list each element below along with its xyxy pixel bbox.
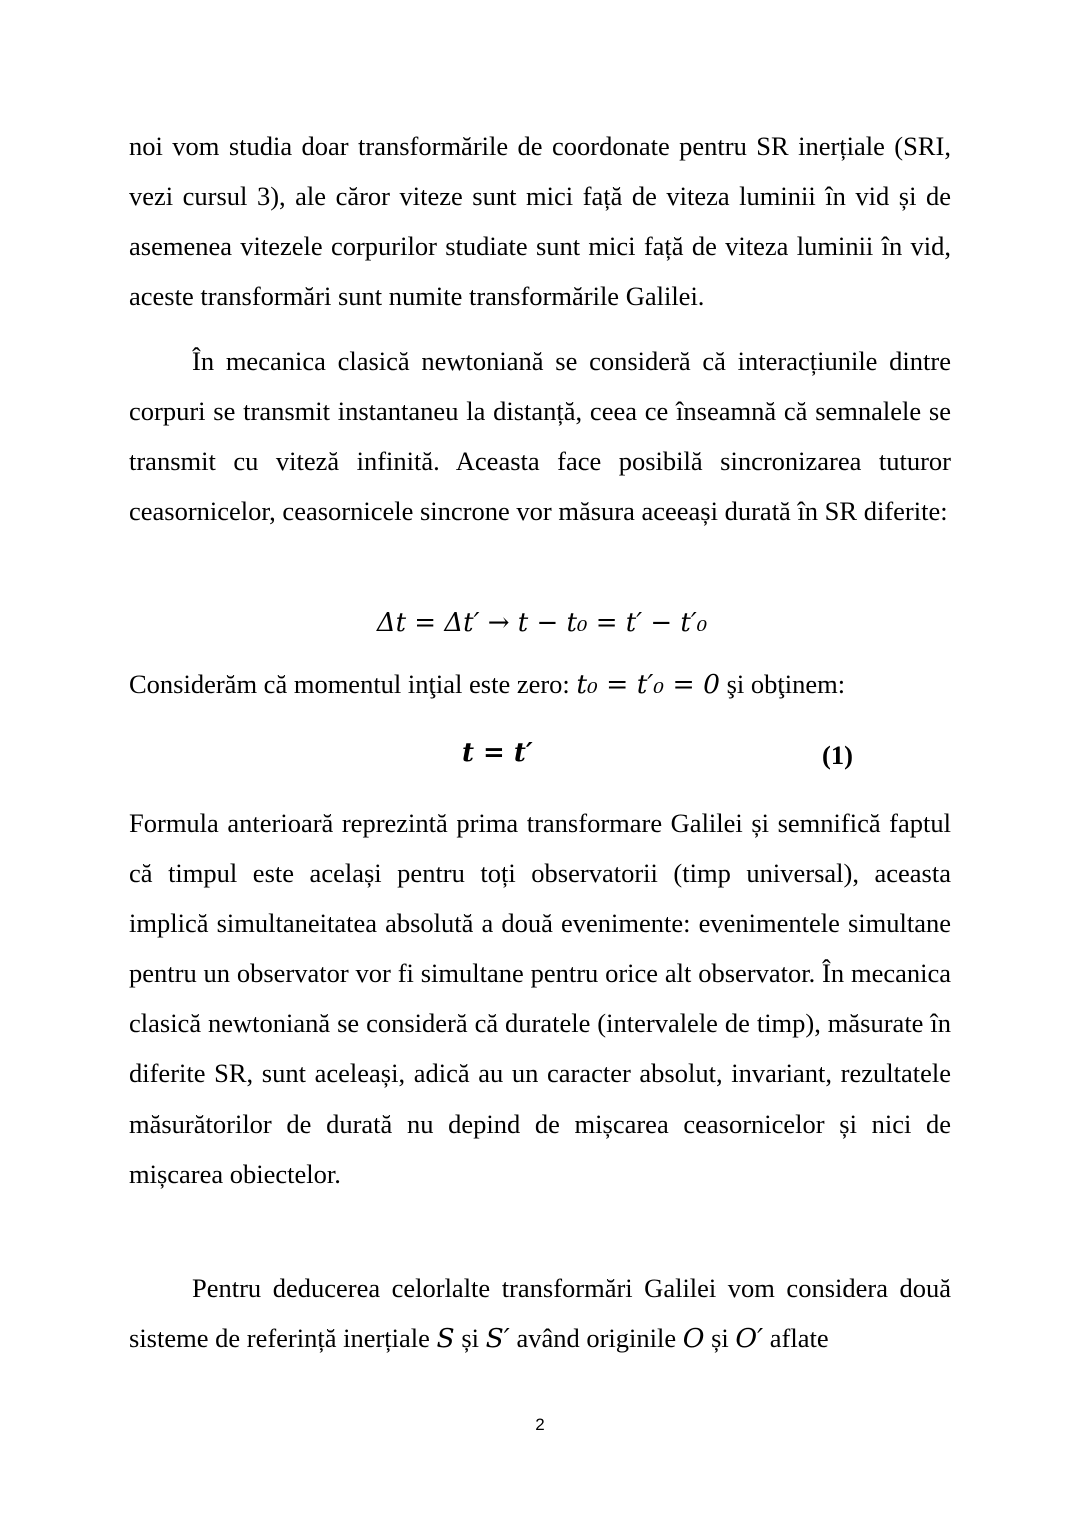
symbol-s-prime: S′ — [485, 1323, 510, 1355]
paragraph-5-text-c: având originile — [509, 1323, 683, 1354]
paragraph-5-text-d: și — [704, 1323, 736, 1354]
paragraph-5 — [129, 1263, 951, 1364]
paragraph-4: Formula anterioară reprezintă prima transformare Galilei și semnifică faptul că timpul este același pentru toți observatorii (timp universal), aceasta implică simultaneitatea absolută a două evenimente: evenimentele simultane pentru un observator vor fi simultane pentru orice alt observator. În mecanica clasică newtoniană se consideră că duratele (intervalele de timp), măsurate în diferite SR, sunt aceleași, adică au un caracter absolut, invariant, rezultatele măsurătorilor de durată nu depind de mișcarea ceasornicelor și nici de mișcarea obiectelor. — [129, 808, 951, 1189]
paragraph-5-text-e: aflate — [763, 1323, 829, 1354]
paragraph-5-text-b: și — [454, 1323, 486, 1354]
symbol-o-prime: O′ — [735, 1323, 764, 1355]
page-number: 2 — [535, 1415, 545, 1434]
paragraph-3-text-after: şi obţinem: — [719, 669, 846, 699]
equation-first-galilei: t = t′ — [462, 738, 533, 768]
paragraph-2-text: În mecanica clasică newtoniană se consideră că interacțiunile dintre corpuri se transmit instantaneu la distanță, ceea ce înseamnă că semnalele se transmit cu viteză infinită. Aceasta face posibilă sincronizarea tuturor ceasornicelor, ceasornicele sincrone vor măsura aceeași durată în SR diferite: — [129, 346, 951, 527]
paragraph-2 — [129, 336, 951, 536]
equation-number: (1) — [822, 740, 853, 770]
symbol-s: S — [436, 1323, 455, 1355]
symbol-o: O — [682, 1323, 705, 1355]
paragraph-1: noi vom studia doar transformările de coordonate pentru SR inerțiale (SRI, vezi cursul 3), ale căror viteze sunt mici față de viteza luminii în vid și de asemenea vitezele corpurilor studiate sunt mici față de viteza luminii în vid, aceste transformări sunt numite transformările Galilei. — [129, 131, 951, 312]
paragraph-5-text-a: Pentru deducerea celorlalte transformări Galilei vom considera două sisteme de referință inerțiale — [129, 1273, 951, 1354]
paragraph-3-text: Considerăm că momentul inţial este zero: — [129, 669, 577, 699]
paragraph-3 — [129, 669, 951, 700]
equation-time-interval: Δt = Δt′ → t − t₀ = t′ − t′₀ — [376, 608, 708, 638]
initial-time-math: t₀ = t′₀ = 0 — [576, 669, 720, 700]
